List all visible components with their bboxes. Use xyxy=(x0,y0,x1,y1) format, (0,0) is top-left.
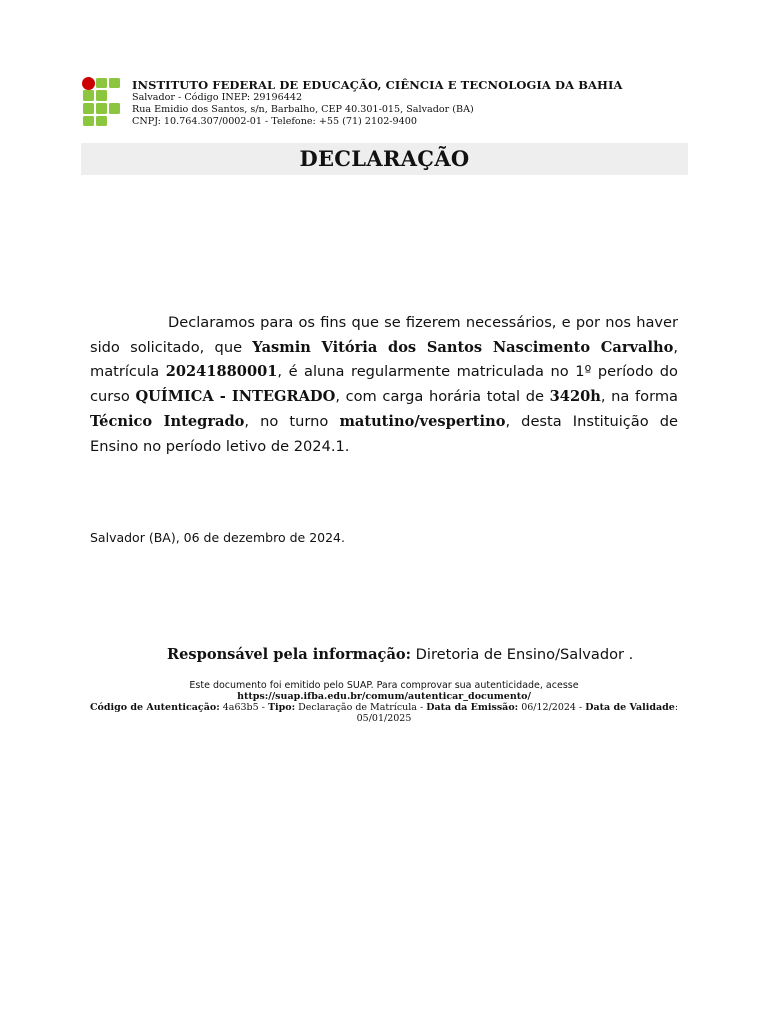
declaration-text-3: , é aluna regularmente matriculada no 1º período do curso xyxy=(90,363,678,406)
responsible-value: Diretoria de Ensino/Salvador . xyxy=(411,646,634,663)
ifba-logo-icon xyxy=(82,77,122,127)
institution-name: INSTITUTO FEDERAL DE EDUCAÇÃO, CIÊNCIA E TECNOLOGIA DA BAHIA xyxy=(132,78,623,92)
workload: 3420h xyxy=(549,388,601,406)
declaration-text-4: , com carga horária total de xyxy=(335,388,550,406)
authentication-footer xyxy=(80,680,688,724)
declaration-text-7: , desta Instituição de Ensino no período letivo de 2024.1. xyxy=(90,412,678,455)
address-line: Rua Emidio dos Santos, s/n, Barbalho, CEP 40.301-015, Salvador (BA) xyxy=(132,104,474,115)
auth-code: 4a63b5 - xyxy=(219,702,268,713)
contact-line: CNPJ: 10.764.307/0002-01 - Telefone: +55 (71) 2102-9400 xyxy=(132,116,417,127)
document-type: Declaração de Matrícula - xyxy=(295,702,427,713)
type-label: Tipo: xyxy=(267,702,296,713)
validity-date: : 05/01/2025 xyxy=(356,702,679,724)
validity-label: Data de Validade xyxy=(585,702,675,713)
issue-date-label: Data da Emissão: xyxy=(426,702,519,713)
issue-date: 06/12/2024 - xyxy=(518,702,586,713)
institution-info xyxy=(132,79,623,128)
modality: Técnico Integrado xyxy=(90,412,245,430)
campus-line: Salvador - Código INEP: 29196442 xyxy=(132,92,303,103)
student-name: Yasmin Vitória dos Santos Nascimento Carvalho xyxy=(252,338,674,356)
shift: matutino/vespertino xyxy=(339,412,506,430)
title-bar xyxy=(81,143,688,175)
document-title: DECLARAÇÃO xyxy=(299,146,470,171)
footer-intro: Este documento foi emitido pelo SUAP. Para comprovar sua autenticidade, acesse xyxy=(189,680,579,691)
declaration-paragraph xyxy=(90,311,678,459)
responsible-line xyxy=(167,645,633,665)
authentication-link[interactable]: https://suap.ifba.edu.br/comum/autenticar_documento/ xyxy=(237,691,531,702)
footer-details xyxy=(80,702,688,724)
declaration-text-1: Declaramos para os fins que se fizerem necessários, e por nos haver sido solicitado, que xyxy=(90,314,678,356)
declaration-text-5: , na forma xyxy=(600,388,678,406)
document-header xyxy=(82,77,692,129)
responsible-label: Responsável pela informação: xyxy=(167,646,412,663)
declaration-text-6: , no turno xyxy=(244,412,340,430)
footer-authenticity-note xyxy=(80,680,688,702)
auth-code-label: Código de Autenticação: xyxy=(89,702,220,713)
place-date: Salvador (BA), 06 de dezembro de 2024. xyxy=(90,530,345,545)
course-name: QUÍMICA - INTEGRADO xyxy=(135,388,336,406)
enrollment-number: 20241880001 xyxy=(165,363,278,381)
declaration-text-2: , matrícula xyxy=(90,338,678,381)
